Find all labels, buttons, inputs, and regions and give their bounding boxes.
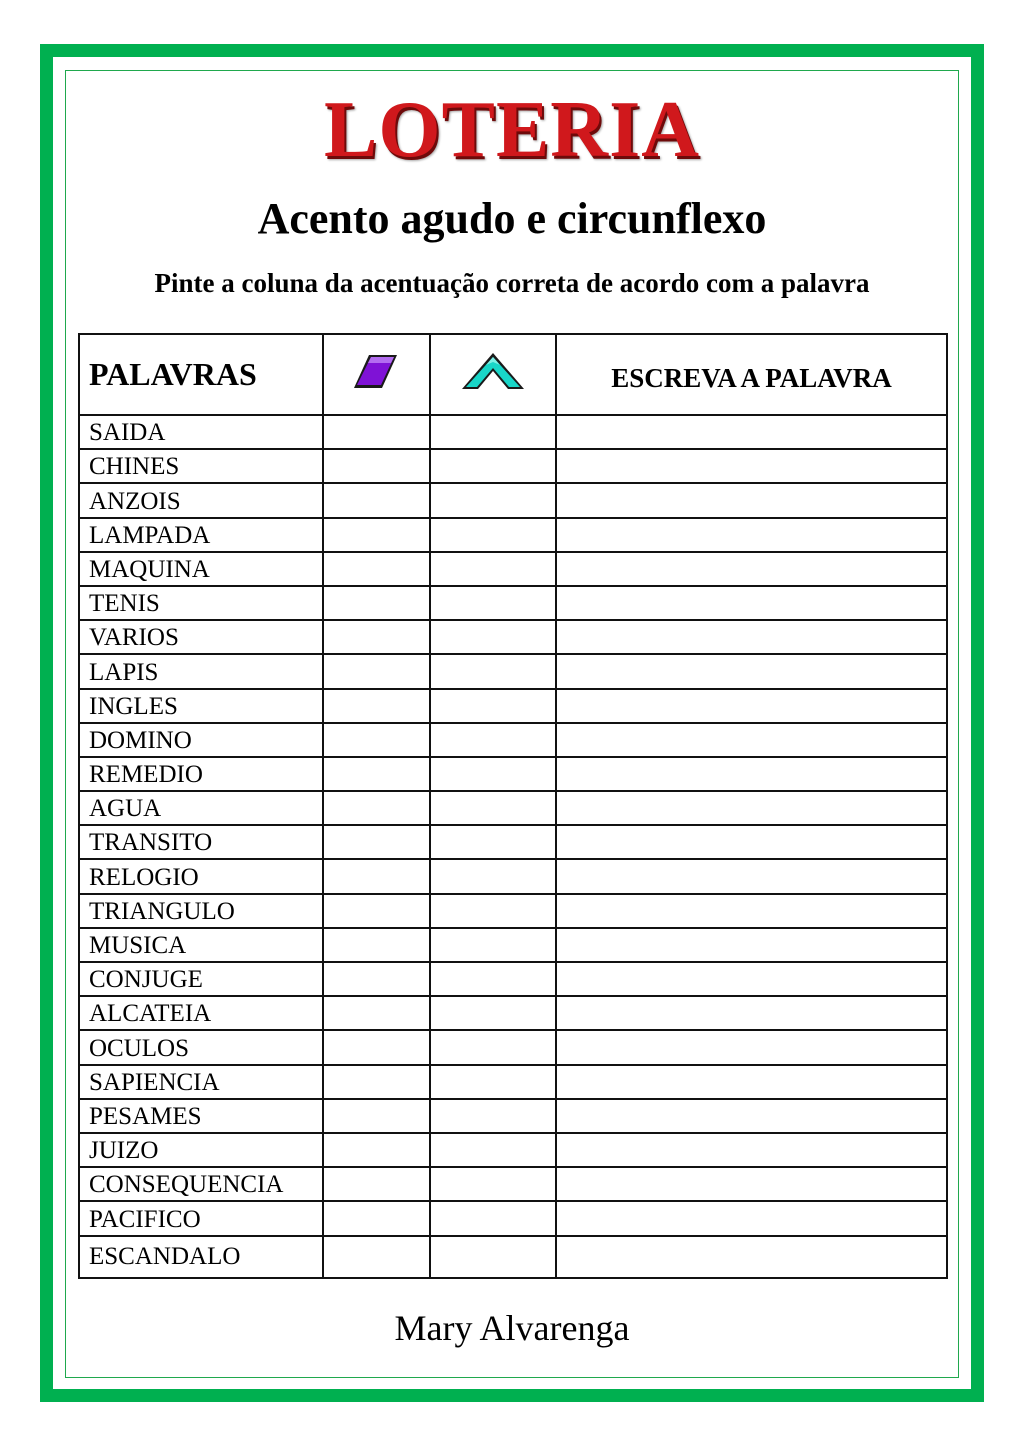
circumflex-cell[interactable] xyxy=(430,859,556,893)
acute-cell[interactable] xyxy=(323,757,430,791)
circumflex-cell[interactable] xyxy=(430,654,556,688)
column-header-acute xyxy=(323,334,430,415)
write-cell[interactable] xyxy=(556,757,947,791)
word-cell: ALCATEIA xyxy=(79,996,323,1030)
table-row xyxy=(79,859,947,893)
table-header-row xyxy=(79,334,947,415)
circumflex-cell[interactable] xyxy=(430,1099,556,1133)
acute-cell[interactable] xyxy=(323,791,430,825)
write-cell[interactable] xyxy=(556,586,947,620)
word-cell: VARIOS xyxy=(79,620,323,654)
acute-cell[interactable] xyxy=(323,552,430,586)
circumflex-cell[interactable] xyxy=(430,894,556,928)
circumflex-cell[interactable] xyxy=(430,518,556,552)
acute-accent-icon xyxy=(352,352,402,392)
table-row xyxy=(79,654,947,688)
circumflex-accent-icon xyxy=(460,351,526,393)
word-rows xyxy=(79,415,947,1278)
write-cell[interactable] xyxy=(556,689,947,723)
word-cell: TENIS xyxy=(79,586,323,620)
write-cell[interactable] xyxy=(556,1133,947,1167)
circumflex-cell[interactable] xyxy=(430,825,556,859)
write-cell[interactable] xyxy=(556,1201,947,1235)
table-row xyxy=(79,586,947,620)
circumflex-cell[interactable] xyxy=(430,449,556,483)
write-cell[interactable] xyxy=(556,1065,947,1099)
acute-cell[interactable] xyxy=(323,859,430,893)
table-row xyxy=(79,1133,947,1167)
acute-cell[interactable] xyxy=(323,825,430,859)
table-row xyxy=(79,483,947,517)
circumflex-cell[interactable] xyxy=(430,996,556,1030)
word-cell: TRANSITO xyxy=(79,825,323,859)
word-cell: SAIDA xyxy=(79,415,323,449)
word-cell: RELOGIO xyxy=(79,859,323,893)
circumflex-cell[interactable] xyxy=(430,962,556,996)
table-row xyxy=(79,415,947,449)
write-cell[interactable] xyxy=(556,1030,947,1064)
word-cell: CONJUGE xyxy=(79,962,323,996)
table-row xyxy=(79,1167,947,1201)
write-cell[interactable] xyxy=(556,825,947,859)
word-cell: TRIANGULO xyxy=(79,894,323,928)
acute-cell[interactable] xyxy=(323,620,430,654)
word-cell: SAPIENCIA xyxy=(79,1065,323,1099)
acute-cell[interactable] xyxy=(323,1201,430,1235)
circumflex-cell[interactable] xyxy=(430,483,556,517)
circumflex-cell[interactable] xyxy=(430,723,556,757)
table-row xyxy=(79,962,947,996)
circumflex-cell[interactable] xyxy=(430,1065,556,1099)
write-cell[interactable] xyxy=(556,996,947,1030)
circumflex-cell[interactable] xyxy=(430,791,556,825)
accent-table xyxy=(78,333,948,1279)
write-cell[interactable] xyxy=(556,449,947,483)
circumflex-cell[interactable] xyxy=(430,415,556,449)
acute-cell[interactable] xyxy=(323,1236,430,1278)
page-title: LOTERIA xyxy=(324,86,700,174)
column-header-write: ESCREVA A PALAVRA xyxy=(556,334,947,415)
circumflex-cell[interactable] xyxy=(430,1201,556,1235)
acute-cell[interactable] xyxy=(323,483,430,517)
table-row xyxy=(79,1201,947,1235)
page-subtitle: Acento agudo e circunflexo xyxy=(257,194,767,243)
write-cell[interactable] xyxy=(556,654,947,688)
table-row xyxy=(79,996,947,1030)
circumflex-cell[interactable] xyxy=(430,1133,556,1167)
word-cell: CHINES xyxy=(79,449,323,483)
table-row xyxy=(79,1099,947,1133)
acute-cell[interactable] xyxy=(323,996,430,1030)
table-row xyxy=(79,1236,947,1278)
instruction-text: Pinte a coluna da acentuação correta de acordo com a palavra xyxy=(154,268,870,298)
write-cell[interactable] xyxy=(556,620,947,654)
acute-cell[interactable] xyxy=(323,894,430,928)
circumflex-cell[interactable] xyxy=(430,689,556,723)
write-cell[interactable] xyxy=(556,791,947,825)
acute-cell[interactable] xyxy=(323,518,430,552)
word-cell: ESCANDALO xyxy=(79,1236,323,1278)
write-cell[interactable] xyxy=(556,962,947,996)
acute-cell[interactable] xyxy=(323,1065,430,1099)
write-cell[interactable] xyxy=(556,859,947,893)
circumflex-cell[interactable] xyxy=(430,757,556,791)
table-row xyxy=(79,449,947,483)
word-cell: PESAMES xyxy=(79,1099,323,1133)
word-cell: LAMPADA xyxy=(79,518,323,552)
word-cell: DOMINO xyxy=(79,723,323,757)
table-row xyxy=(79,620,947,654)
word-cell: REMEDIO xyxy=(79,757,323,791)
write-cell[interactable] xyxy=(556,894,947,928)
table-row xyxy=(79,791,947,825)
word-cell: ANZOIS xyxy=(79,483,323,517)
write-cell[interactable] xyxy=(556,1167,947,1201)
word-cell: MUSICA xyxy=(79,928,323,962)
word-cell: LAPIS xyxy=(79,654,323,688)
write-cell[interactable] xyxy=(556,483,947,517)
circumflex-cell[interactable] xyxy=(430,1167,556,1201)
circumflex-cell[interactable] xyxy=(430,928,556,962)
acute-cell[interactable] xyxy=(323,1167,430,1201)
table-row xyxy=(79,689,947,723)
table-row xyxy=(79,1065,947,1099)
write-cell[interactable] xyxy=(556,518,947,552)
write-cell[interactable] xyxy=(556,415,947,449)
word-cell: AGUA xyxy=(79,791,323,825)
write-cell[interactable] xyxy=(556,928,947,962)
circumflex-cell[interactable] xyxy=(430,1236,556,1278)
word-cell: MAQUINA xyxy=(79,552,323,586)
word-cell: INGLES xyxy=(79,689,323,723)
table-row xyxy=(79,723,947,757)
table-row xyxy=(79,825,947,859)
acute-cell[interactable] xyxy=(323,1099,430,1133)
circumflex-cell[interactable] xyxy=(430,586,556,620)
write-cell[interactable] xyxy=(556,1236,947,1278)
write-cell[interactable] xyxy=(556,552,947,586)
table-row xyxy=(79,757,947,791)
circumflex-cell[interactable] xyxy=(430,1030,556,1064)
circumflex-cell[interactable] xyxy=(430,620,556,654)
acute-cell[interactable] xyxy=(323,654,430,688)
acute-cell[interactable] xyxy=(323,1133,430,1167)
word-cell: OCULOS xyxy=(79,1030,323,1064)
acute-cell[interactable] xyxy=(323,449,430,483)
column-header-circumflex xyxy=(430,334,556,415)
write-cell[interactable] xyxy=(556,723,947,757)
circumflex-cell[interactable] xyxy=(430,552,556,586)
acute-cell[interactable] xyxy=(323,962,430,996)
acute-cell[interactable] xyxy=(323,586,430,620)
table-row xyxy=(79,1030,947,1064)
word-cell: CONSEQUENCIA xyxy=(79,1167,323,1201)
word-cell: JUIZO xyxy=(79,1133,323,1167)
column-header-words: PALAVRAS xyxy=(79,334,323,415)
table-row xyxy=(79,518,947,552)
word-cell: PACIFICO xyxy=(79,1201,323,1235)
acute-cell[interactable] xyxy=(323,689,430,723)
table-row xyxy=(79,552,947,586)
author-name: Mary Alvarenga xyxy=(394,1308,630,1348)
acute-cell[interactable] xyxy=(323,723,430,757)
table-row xyxy=(79,928,947,962)
acute-cell[interactable] xyxy=(323,928,430,962)
table-row xyxy=(79,894,947,928)
acute-cell[interactable] xyxy=(323,1030,430,1064)
acute-cell[interactable] xyxy=(323,415,430,449)
write-cell[interactable] xyxy=(556,1099,947,1133)
